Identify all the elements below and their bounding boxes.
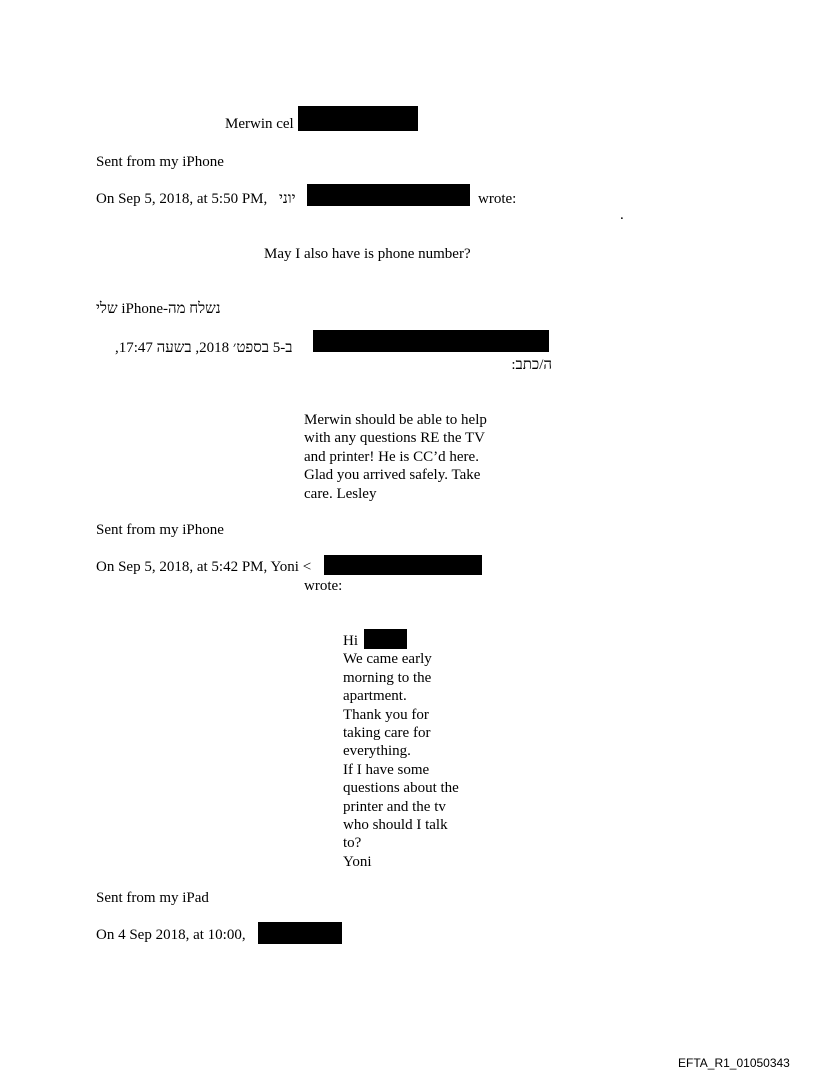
yoni-message: [343, 632, 459, 871]
question-message: May I also have is phone number?: [264, 246, 471, 262]
message-line: taking care for: [343, 725, 431, 742]
message-line: everything.: [343, 743, 411, 760]
message-line: Thank you for: [343, 706, 429, 723]
message-line: apartment.: [343, 688, 407, 705]
document-id-footer: EFTA_R1_01050343: [678, 1056, 790, 1070]
message-line: and printer! He is CC’d here.: [304, 448, 479, 465]
reply-header-sender-hebrew: יוני: [279, 191, 296, 207]
lesley-message: [304, 411, 487, 503]
sent-from-iphone: Sent from my iPhone: [96, 522, 224, 538]
sent-from-ipad: Sent from my iPad: [96, 890, 209, 906]
sent-from-iphone: Sent from my iPhone: [96, 154, 224, 170]
redaction-box: [324, 555, 482, 575]
reply-header-wrote: wrote:: [304, 578, 343, 594]
redaction-box: [307, 184, 470, 206]
reply-header-prefix: On Sep 5, 2018, at 5:50 PM,: [96, 191, 268, 207]
hebrew-sent-from-iphone: נשלח מה-iPhone שלי: [96, 301, 221, 317]
reply-header-prefix: On 4 Sep 2018, at 10:00,: [96, 927, 246, 943]
message-line: morning to the: [343, 669, 432, 686]
message-line: printer and the tv: [343, 798, 446, 815]
message-greeting: Hi: [343, 633, 358, 649]
message-line: If I have some: [343, 761, 430, 778]
message-line: care. Lesley: [304, 485, 377, 502]
message-line: with any questions RE the TV: [304, 430, 485, 447]
message-line: Glad you arrived safely. Take: [304, 467, 481, 484]
redaction-box: [298, 106, 418, 131]
message-line: who should I talk: [343, 817, 448, 834]
reply-header-prefix: On Sep 5, 2018, at 5:42 PM, Yoni <: [96, 559, 312, 575]
stray-dot: .: [620, 207, 624, 223]
message-line: questions about the: [343, 780, 459, 797]
hebrew-wrote: ה/כתב:: [511, 357, 552, 373]
redaction-box: [364, 629, 407, 649]
message-line: to?: [343, 835, 362, 852]
redaction-box: [313, 330, 549, 352]
message-line: Merwin should be able to help: [304, 412, 487, 428]
reply-header-wrote: wrote:: [478, 191, 517, 207]
redaction-box: [258, 922, 342, 944]
message-line: We came early: [343, 651, 432, 668]
merwin-cell-label: Merwin cel: [225, 116, 294, 132]
message-line: Yoni: [343, 853, 372, 870]
hebrew-date-line: ב-5 בספט׳ 2018, בשעה 17:47,: [115, 340, 293, 356]
